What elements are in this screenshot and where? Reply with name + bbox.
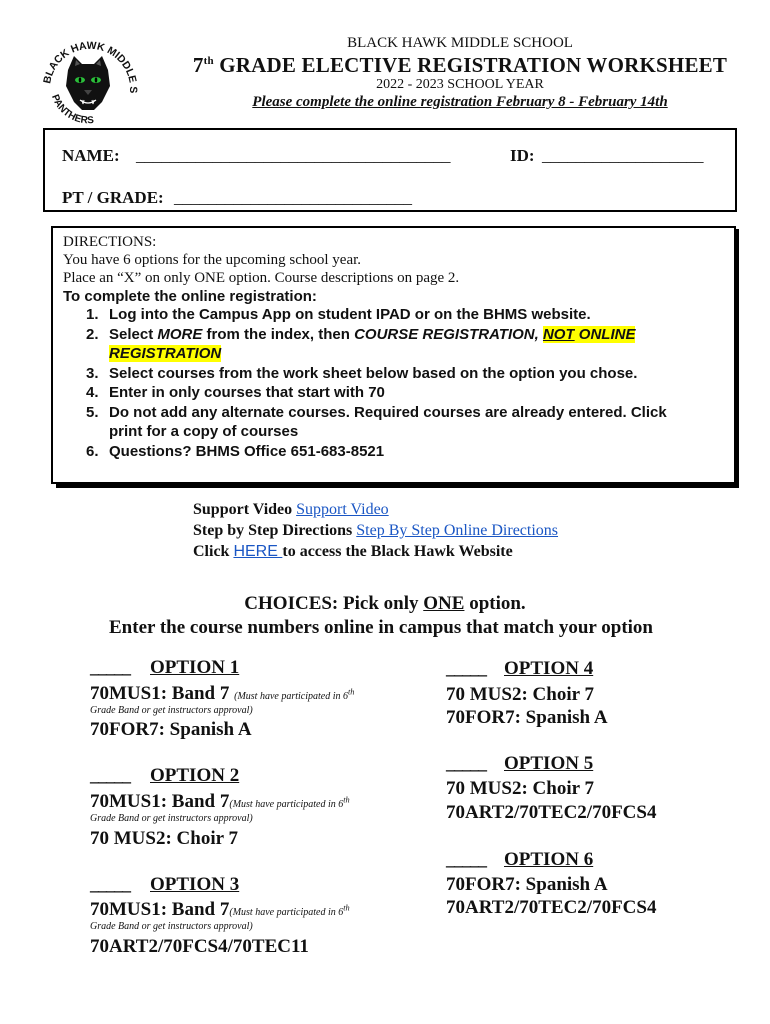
step-directions-link[interactable]: Step By Step Online Directions [356, 522, 559, 539]
choices-instruction: Enter the course numbers online in campus that match your option [109, 617, 653, 638]
support-video-label: Support Video [193, 501, 297, 518]
note-text: (Must have participated in 6 [229, 907, 344, 918]
step-item [63, 325, 723, 364]
option-3-course-2: 70ART2/70FCS4/70TEC11 [90, 936, 309, 957]
option-2-course-1 [90, 791, 350, 813]
option-5-label: OPTION 5 [504, 753, 594, 774]
name-field[interactable]: _____________________________________ [136, 146, 451, 165]
option-3-label: OPTION 3 [150, 874, 240, 895]
step-emphasis-course-registration: COURSE REGISTRATION, [354, 325, 543, 343]
school-year: 2022 - 2023 SCHOOL YEAR [376, 77, 544, 92]
option-4-course-2: 70FOR7: Spanish A [446, 707, 608, 728]
option-1-course-1 [90, 683, 354, 705]
step-number: 1. [86, 306, 99, 323]
choices-text: CHOICES: Pick only [244, 593, 424, 614]
step-text: from the index, then [202, 325, 355, 343]
website-line [193, 543, 513, 561]
option-6-checkbox[interactable]: _____ [446, 849, 486, 869]
step-emphasis-more: MORE [157, 325, 203, 343]
option-6-header [446, 849, 593, 871]
step-number: 5. [86, 403, 99, 421]
option-5-header [446, 753, 593, 775]
step-text: Select [109, 325, 158, 343]
step-directions-line [193, 522, 558, 540]
option-6-label: OPTION 6 [504, 849, 594, 870]
option-6-course-2: 70ART2/70TEC2/70FCS4 [446, 897, 657, 918]
step-item [63, 305, 723, 325]
course-text: 70MUS1: Band 7 [90, 899, 230, 920]
option-1-course-2: 70FOR7: Spanish A [90, 719, 252, 740]
step-number: 4. [86, 384, 99, 401]
course-note [234, 687, 355, 702]
note-text: (Must have participated in 6 [234, 691, 348, 702]
step-item [63, 383, 723, 403]
title-grade-number: 7 [192, 53, 204, 77]
click-label: Click [193, 543, 234, 560]
step-text: Enter in only courses that start with 70 [109, 384, 385, 401]
option-2-label: OPTION 2 [150, 765, 240, 786]
note-sup: th [343, 795, 350, 805]
step-number: 3. [86, 364, 99, 382]
course-note [229, 903, 350, 918]
option-4-header [446, 658, 593, 680]
option-2-note-line-2: Grade Band or get instructors approval) [90, 813, 253, 824]
directions-heading: DIRECTIONS: [63, 234, 157, 250]
website-here-link[interactable]: HERE [233, 543, 283, 560]
choices-one: ONE [423, 593, 465, 614]
pt-grade-label: PT / GRADE: [62, 188, 164, 207]
step-text: print for a copy of courses [109, 423, 299, 440]
directions-box [51, 226, 736, 484]
pt-grade-field[interactable]: ____________________________ [174, 188, 412, 207]
option-1-note-line-2: Grade Band or get instructors approval) [90, 705, 253, 716]
option-2-header [90, 765, 239, 787]
option-3-header [90, 874, 239, 896]
option-5-course-1: 70 MUS2: Choir 7 [446, 778, 594, 799]
step-item [63, 403, 723, 442]
step-highlight-online: ONLINE [574, 325, 636, 343]
option-2-checkbox[interactable]: _____ [90, 765, 130, 785]
course-text: 70MUS1: Band 7 [90, 791, 230, 812]
option-4-label: OPTION 4 [504, 658, 594, 679]
step-text: Select courses from the work sheet below based on the option you chose. [109, 364, 638, 382]
option-3-checkbox[interactable]: _____ [90, 874, 130, 894]
support-video-link[interactable]: Support Video [296, 501, 389, 518]
option-1-header [90, 657, 239, 679]
note-sup: th [343, 903, 350, 913]
option-3-course-1 [90, 899, 350, 921]
id-label: ID: [510, 146, 535, 165]
page-title [150, 53, 770, 78]
step-directions-label: Step by Step Directions [193, 522, 357, 539]
option-3-note-line-2: Grade Band or get instructors approval) [90, 921, 253, 932]
registration-instruction: Please complete the online registration February 8 - February 14th [252, 94, 668, 110]
step-item [63, 364, 723, 384]
support-video-line [193, 501, 389, 519]
online-registration-heading: To complete the online registration: [63, 288, 317, 305]
step-highlight-not: NOT [542, 325, 575, 343]
directions-line-2: Place an “X” on only ONE option. Course descriptions on page 2. [63, 270, 460, 286]
id-field[interactable]: ___________________ [542, 146, 704, 165]
school-name: BLACK HAWK MIDDLE SCHOOL [347, 35, 573, 51]
option-2-course-2: 70 MUS2: Choir 7 [90, 828, 238, 849]
panther-logo-icon [38, 30, 138, 130]
option-6-course-1: 70FOR7: Spanish A [446, 874, 608, 895]
choices-text: option. [464, 593, 526, 614]
name-label: NAME: [62, 146, 120, 165]
logo-text-top: BLACK HAWK MIDDLE S [41, 39, 138, 94]
course-text: 70MUS1: Band 7 [90, 683, 235, 704]
title-text: GRADE ELECTIVE REGISTRATION WORKSHEET [213, 53, 728, 77]
website-text: to access the Black Hawk Website [282, 543, 513, 560]
step-number: 2. [86, 325, 99, 343]
logo-text-bottom: PANTHERS [49, 93, 95, 127]
step-text: Log into the Campus App on student IPAD or on the BHMS website. [109, 306, 591, 323]
option-5-checkbox[interactable]: _____ [446, 753, 486, 773]
step-item [63, 442, 723, 462]
option-1-label: OPTION 1 [150, 657, 240, 678]
directions-line-1: You have 6 options for the upcoming school year. [63, 252, 362, 268]
option-5-course-2: 70ART2/70TEC2/70FCS4 [446, 802, 657, 823]
step-text: Do not add any alternate courses. Required courses are already entered. Click [109, 403, 667, 421]
step-number: 6. [86, 442, 99, 460]
step-text: Questions? BHMS Office 651-683-8521 [109, 442, 385, 460]
title-grade-suffix: th [203, 55, 214, 67]
step-highlight-registration: REGISTRATION [109, 345, 222, 362]
course-note [229, 795, 350, 810]
registration-steps [63, 305, 723, 461]
option-4-checkbox[interactable]: _____ [446, 658, 486, 678]
option-1-checkbox[interactable]: _____ [90, 657, 130, 677]
note-sup: th [347, 687, 355, 697]
school-logo [38, 30, 138, 130]
choices-heading [0, 593, 770, 615]
note-text: (Must have participated in 6 [229, 799, 344, 810]
option-4-course-1: 70 MUS2: Choir 7 [446, 684, 594, 705]
